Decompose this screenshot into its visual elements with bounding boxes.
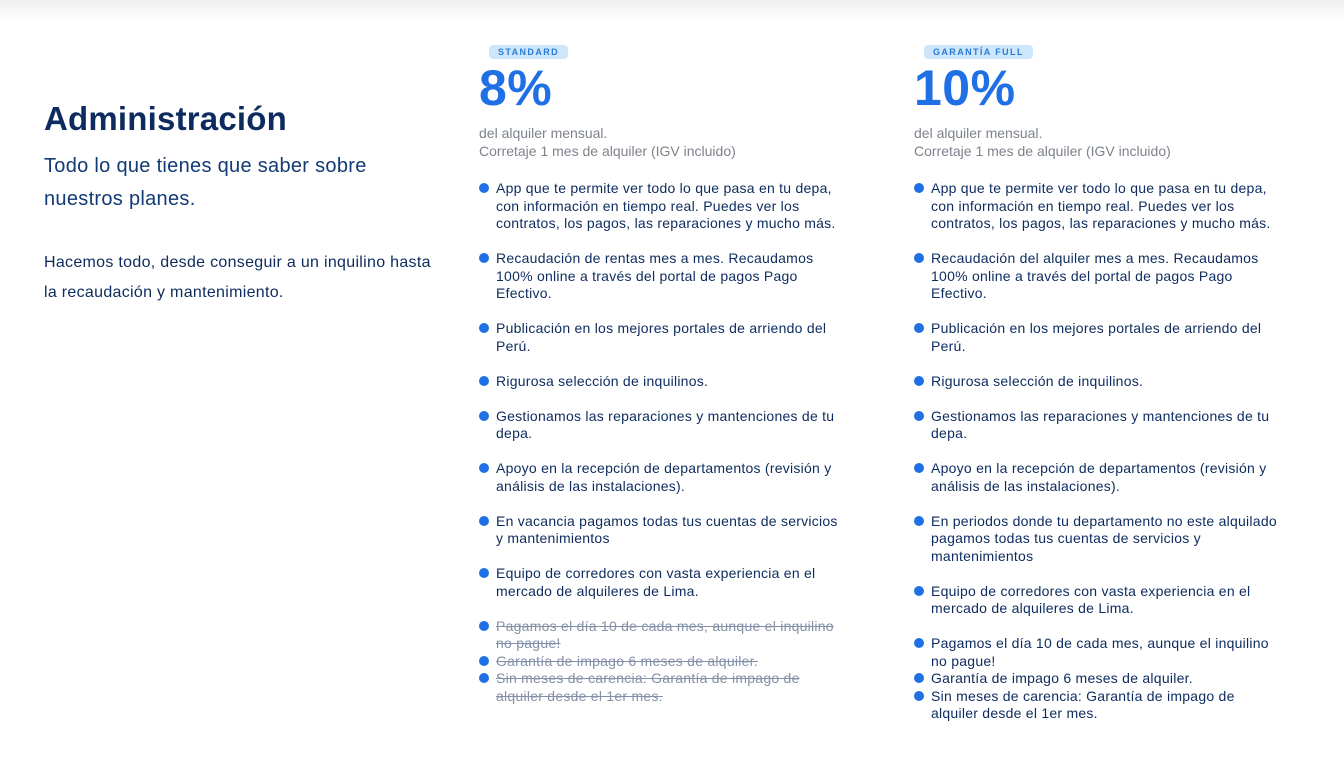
feature-text: Sin meses de carencia: Garantía de impago de alquiler desde el 1er mes. [496, 670, 800, 704]
feature-text: Rigurosa selección de inquilinos. [496, 372, 709, 389]
feature-text: Recaudación de rentas mes a mes. Recaudamos 100% online a través del portal de pagos Pago Efectivo. [496, 250, 814, 301]
bullet-dot-icon [914, 376, 924, 386]
feature-item [914, 408, 1284, 443]
feature-item [914, 320, 1284, 355]
bullet-dot-icon [914, 638, 924, 648]
plan-badge: GARANTÍA FULL [924, 45, 1033, 59]
feature-text: En periodos donde tu departamento no este alquilado pagamos todas tus cuentas de servicios y mantenimientos [931, 512, 1277, 564]
plan-badge: STANDARD [489, 45, 568, 59]
plan-note-rate: del alquiler mensual. [914, 125, 1043, 141]
feature-text: Apoyo en la recepción de departamentos (revisión y análisis de las instalaciones). [496, 460, 832, 494]
bullet-dot-icon [914, 586, 924, 596]
feature-text: En vacancia pagamos todas tus cuentas de servicios y mantenimientos [496, 512, 838, 546]
plan-standard [479, 42, 849, 705]
bullet-dot-icon [479, 463, 489, 473]
plan-note-fee: Corretaje 1 mes de alquiler (IGV incluido) [914, 143, 1171, 159]
feature-list [914, 180, 1284, 723]
feature-text: Apoyo en la recepción de departamentos (revisión y análisis de las instalaciones). [931, 460, 1267, 494]
feature-item [479, 408, 849, 443]
bullet-dot-icon [914, 411, 924, 421]
page-title: Administración [44, 100, 288, 137]
feature-text: Gestionamos las reparaciones y mantenciones de tu depa. [496, 407, 835, 441]
feature-item [479, 565, 849, 600]
plan-note-fee: Corretaje 1 mes de alquiler (IGV incluido) [479, 143, 736, 159]
bullet-dot-icon [914, 463, 924, 473]
feature-text: Pagamos el día 10 de cada mes, aunque el inquilino no pague! [931, 635, 1269, 669]
bullet-dot-icon [914, 673, 924, 683]
intro-section [44, 100, 434, 308]
feature-text: Recaudación del alquiler mes a mes. Recaudamos 100% online a través del portal de pagos Pago Efectivo. [931, 250, 1259, 301]
plan-note [479, 124, 849, 160]
feature-item [914, 583, 1284, 618]
bullet-dot-icon [914, 516, 924, 526]
feature-item [479, 250, 849, 303]
feature-text: App que te permite ver todo lo que pasa en tu depa, con información en tiempo real. Puedes ver los contratos, los pagos, las reparaciones y mucho más. [931, 180, 1271, 231]
bullet-dot-icon [479, 183, 489, 193]
feature-text: Gestionamos las reparaciones y mantenciones de tu depa. [931, 407, 1270, 441]
feature-item-excluded [479, 670, 849, 705]
feature-list [479, 180, 849, 705]
feature-text: Garantía de impago 6 meses de alquiler. [931, 670, 1193, 686]
plan-price: 10% [914, 60, 1016, 116]
bullet-dot-icon [479, 376, 489, 386]
feature-item [914, 635, 1284, 670]
feature-text: Equipo de corredores con vasta experiencia en el mercado de alquileres de Lima. [496, 565, 816, 599]
plan-note-rate: del alquiler mensual. [479, 125, 608, 141]
bullet-dot-icon [914, 253, 924, 263]
bullet-dot-icon [914, 183, 924, 193]
feature-text: Rigurosa selección de inquilinos. [931, 372, 1144, 389]
bullet-dot-icon [914, 691, 924, 701]
feature-item [479, 460, 849, 495]
feature-item [914, 250, 1284, 303]
feature-text: Publicación en los mejores portales de arriendo del Perú. [931, 320, 1262, 354]
page-description: Hacemos todo, desde conseguir a un inquilino hasta la recaudación y mantenimiento. [44, 254, 431, 301]
top-shadow [0, 0, 1344, 22]
bullet-dot-icon [479, 621, 489, 631]
feature-text: Equipo de corredores con vasta experiencia en el mercado de alquileres de Lima. [931, 582, 1251, 616]
bullet-dot-icon [914, 323, 924, 333]
plan-price: 8% [479, 60, 553, 116]
feature-text: Pagamos el día 10 de cada mes, aunque el inquilino no pague! [496, 617, 834, 651]
feature-item [479, 320, 849, 355]
bullet-dot-icon [479, 673, 489, 683]
plan-note [914, 124, 1284, 160]
bullet-dot-icon [479, 568, 489, 578]
bullet-dot-icon [479, 253, 489, 263]
feature-item [914, 460, 1284, 495]
page-subtitle: Todo lo que tienes que saber sobre nuestros planes. [44, 155, 367, 210]
feature-item [479, 180, 849, 233]
feature-item [914, 513, 1284, 566]
feature-item [914, 688, 1284, 723]
bullet-dot-icon [479, 516, 489, 526]
feature-text: Publicación en los mejores portales de arriendo del Perú. [496, 320, 827, 354]
plan-garantia-full [914, 42, 1284, 723]
feature-item-excluded [479, 653, 849, 671]
feature-item [914, 180, 1284, 233]
feature-item [914, 373, 1284, 391]
feature-item [914, 670, 1284, 688]
feature-text: Garantía de impago 6 meses de alquiler. [496, 652, 758, 669]
feature-text: Sin meses de carencia: Garantía de impago de alquiler desde el 1er mes. [931, 687, 1235, 721]
bullet-dot-icon [479, 656, 489, 666]
feature-item [479, 513, 849, 548]
feature-item [479, 373, 849, 391]
bullet-dot-icon [479, 323, 489, 333]
feature-text: App que te permite ver todo lo que pasa en tu depa, con información en tiempo real. Puedes ver los contratos, los pagos, las reparaciones y mucho más. [496, 180, 836, 231]
bullet-dot-icon [479, 411, 489, 421]
feature-item-excluded [479, 618, 849, 653]
